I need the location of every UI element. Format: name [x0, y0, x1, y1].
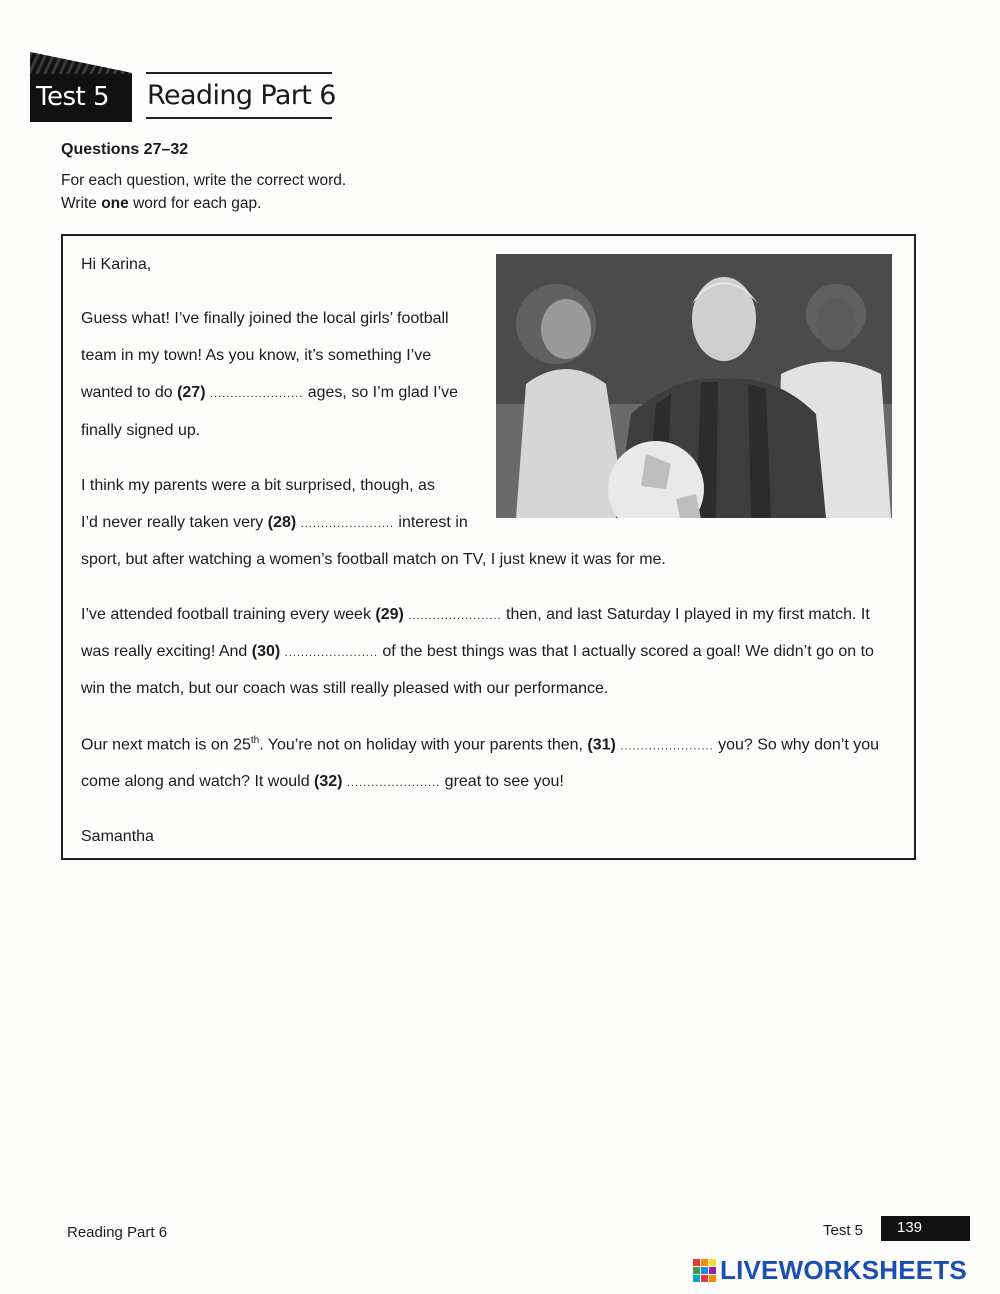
footer-section: Reading Part 6 — [67, 1224, 168, 1241]
title-rule-top — [146, 72, 332, 74]
brand-name: LIVEWORKSHEETS — [720, 1254, 967, 1285]
question-32-number: (32) — [314, 773, 343, 790]
gap-30[interactable]: ....................... — [284, 647, 378, 659]
liveworksheets-logo[interactable] — [693, 1255, 967, 1285]
questions-heading: Questions 27–32 — [61, 141, 189, 158]
question-30-number: (30) — [251, 643, 281, 660]
page-title: Reading Part 6 — [147, 80, 336, 111]
test-label: Test 5 — [36, 82, 110, 112]
question-27-number: (27) — [177, 384, 206, 401]
page-number: 139 — [881, 1216, 970, 1241]
letter-line: I’d never really taken very (28) ....................... interest in — [81, 514, 468, 531]
gap-31[interactable]: ....................... — [620, 740, 714, 753]
title-rule-bottom — [146, 117, 332, 119]
letter-line: I’ve attended football training every week (29) ....................... then, and last Saturday I played in my first match. It — [81, 606, 870, 623]
letter-line: win the match, but our coach was still really pleased with our performance. — [81, 680, 609, 697]
letter-signature: Samantha — [81, 828, 154, 845]
letter-line: sport, but after watching a women’s football match on TV, I just knew it was for me. — [81, 551, 666, 568]
letter-line: Our next match is on 25th. You’re not on holiday with your parents then, (31) ....................... you? So why don’t you — [81, 735, 880, 754]
logo-grid-icon — [693, 1259, 716, 1282]
question-28-number: (28) — [267, 514, 297, 531]
letter-greeting: Hi Karina, — [81, 256, 152, 273]
letter-line: come along and watch? It would (32) ....................... great to see you! — [81, 773, 564, 790]
letter-line: Guess what! I’ve finally joined the local girls’ football — [81, 310, 449, 327]
question-29-number: (29) — [375, 606, 404, 623]
instruction-1: For each question, write the correct word. — [61, 172, 347, 189]
question-31-number: (31) — [587, 736, 616, 754]
gap-27[interactable]: ....................... — [209, 388, 304, 400]
footer-test: Test 5 — [823, 1222, 864, 1239]
letter-line: I think my parents were a bit surprised, though, as — [81, 477, 435, 494]
gap-32[interactable]: ....................... — [346, 777, 441, 789]
letter-line: wanted to do (27) ....................... ages, so I’m glad I’ve — [81, 384, 459, 401]
instruction-2: Write one word for each gap. — [61, 195, 262, 212]
gap-28[interactable]: ....................... — [300, 518, 394, 530]
letter-line: was really exciting! And (30) ....................... of the best things was that I actually scored a goal! We didn’t go on to — [81, 643, 874, 660]
letter-line: finally signed up. — [81, 422, 201, 439]
letter-line: team in my town! As you know, it’s something I’ve — [81, 347, 432, 364]
football-photo — [496, 254, 892, 518]
gap-29[interactable]: ....................... — [408, 610, 502, 622]
